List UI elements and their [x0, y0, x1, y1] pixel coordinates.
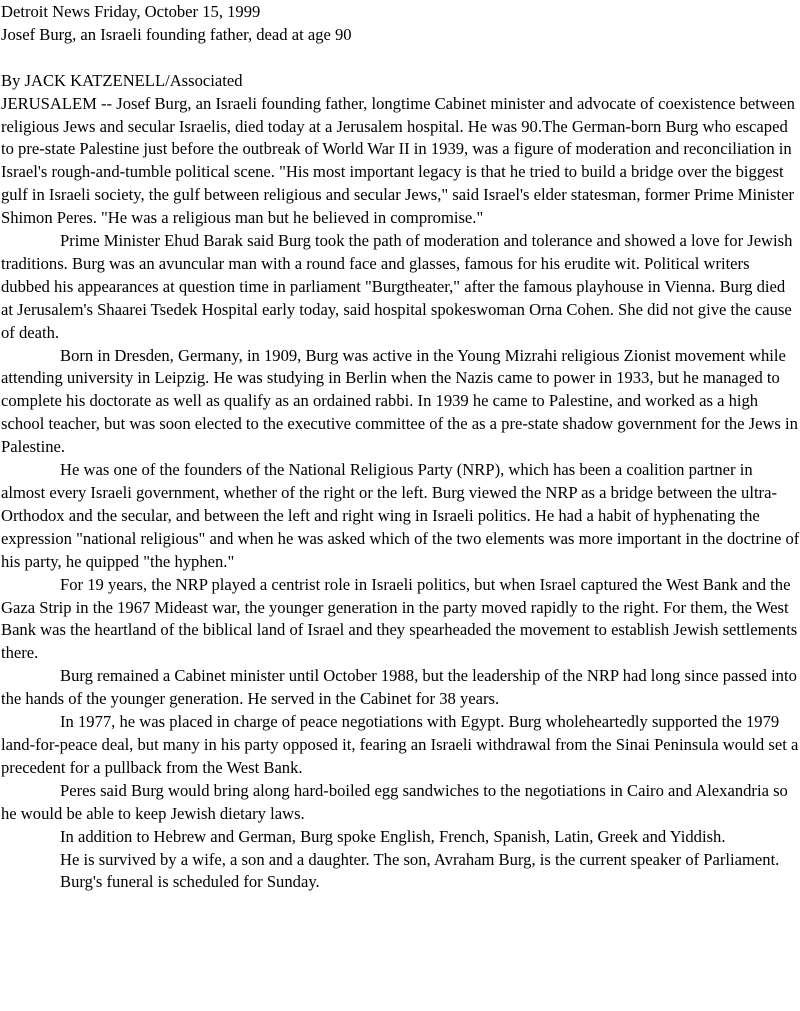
paragraph: He was one of the founders of the National Religious Party (NRP), which has been a coalition partner in almost every Israeli government, whether of the right or the left. Burg viewed the NRP as a bridge between the ultra-Orthodox and the secular, and between the left and right wing in Israeli politics. He had a habit of hyphenating the expression "national religious" and when he was asked which of the two elements was more important in the doctrine of his party, he quipped "the hyphen." — [1, 460, 800, 571]
paragraph: Burg remained a Cabinet minister until October 1988, but the leadership of the NRP had long since passed into the hands of the younger generation. He served in the Cabinet for 38 years. — [1, 666, 797, 709]
paragraph: Prime Minister Ehud Barak said Burg took the path of moderation and tolerance and showed a love for Jewish traditions. Burg was an avuncular man with a round face and glasses, famous for his erudite wit. Political writers dubbed his appearances at question time in parliament "Burgtheater," after the famous playhouse in Vienna. Burg died at Jerusalem's Shaarei Tsedek Hospital early today, said hospital spokeswoman Orna Cohen. She did not give the cause of death. — [1, 231, 793, 342]
paragraph: For 19 years, the NRP played a centrist role in Israeli politics, but when Israel captured the West Bank and the Gaza Strip in the 1967 Mideast war, the younger generation in the party moved rapidly to the right. For them, the West Bank was the heartland of the biblical land of Israel and they spearheaded the movement to establish Jewish settlements there. — [1, 574, 798, 663]
headline: Josef Burg, an Israeli founding father, dead at age 90 — [1, 24, 352, 44]
paragraph-closing: Burg's funeral is scheduled for Sunday. — [60, 872, 320, 892]
spacer — [1, 47, 800, 70]
paragraph: He is survived by a wife, a son and a daughter. The son, Avraham Burg, is the current speaker of Parliament. — [60, 849, 780, 869]
paragraph: Peres said Burg would bring along hard-boiled egg sandwiches to the negotiations in Cairo and Alexandria so he would be able to keep Jewish dietary laws. — [1, 780, 788, 823]
paragraph-lead: JERUSALEM -- Josef Burg, an Israeli founding father, longtime Cabinet minister and advocate of coexistence between religious Jews and secular Israelis, died today at a Jerusalem hospital. He was 90.The German-born Burg who escaped to pre-state Palestine just before the outbreak of World War II in 1939, was a figure of moderation and reconciliation in Israel's rough-and-tumble political scene. "His most important legacy is that he tried to build a bridge over the biggest gulf in Israeli society, the gulf between religious and secular Jews," said Israel's elder statesman, former Prime Minister Shimon Peres. "He was a religious man but he believed in compromise." — [1, 93, 795, 228]
dateline: Detroit News Friday, October 15, 1999 — [1, 2, 261, 21]
paragraph: In addition to Hebrew and German, Burg spoke English, French, Spanish, Latin, Greek and Yiddish. — [60, 826, 726, 846]
byline: By JACK KATZENELL/Associated — [1, 70, 243, 90]
paragraph: Born in Dresden, Germany, in 1909, Burg was active in the Young Mizrahi religious Zionist movement while attending university in Leipzig. He was studying in Berlin when the Nazis came to power in 1933, but he managed to complete his doctorate as well as qualify as an ordained rabbi. In 1939 he came to Palestine, and worked as a high school teacher, but was soon elected to the executive committee of the as a pre-state shadow government for the Jews in Palestine. — [1, 345, 798, 457]
paragraph: In 1977, he was placed in charge of peace negotiations with Egypt. Burg wholeheartedly supported the 1979 land-for-peace deal, but many in his party opposed it, fearing an Israeli withdrawal from the Sinai Peninsula would set a precedent for a pullback from the West Bank. — [1, 712, 799, 777]
